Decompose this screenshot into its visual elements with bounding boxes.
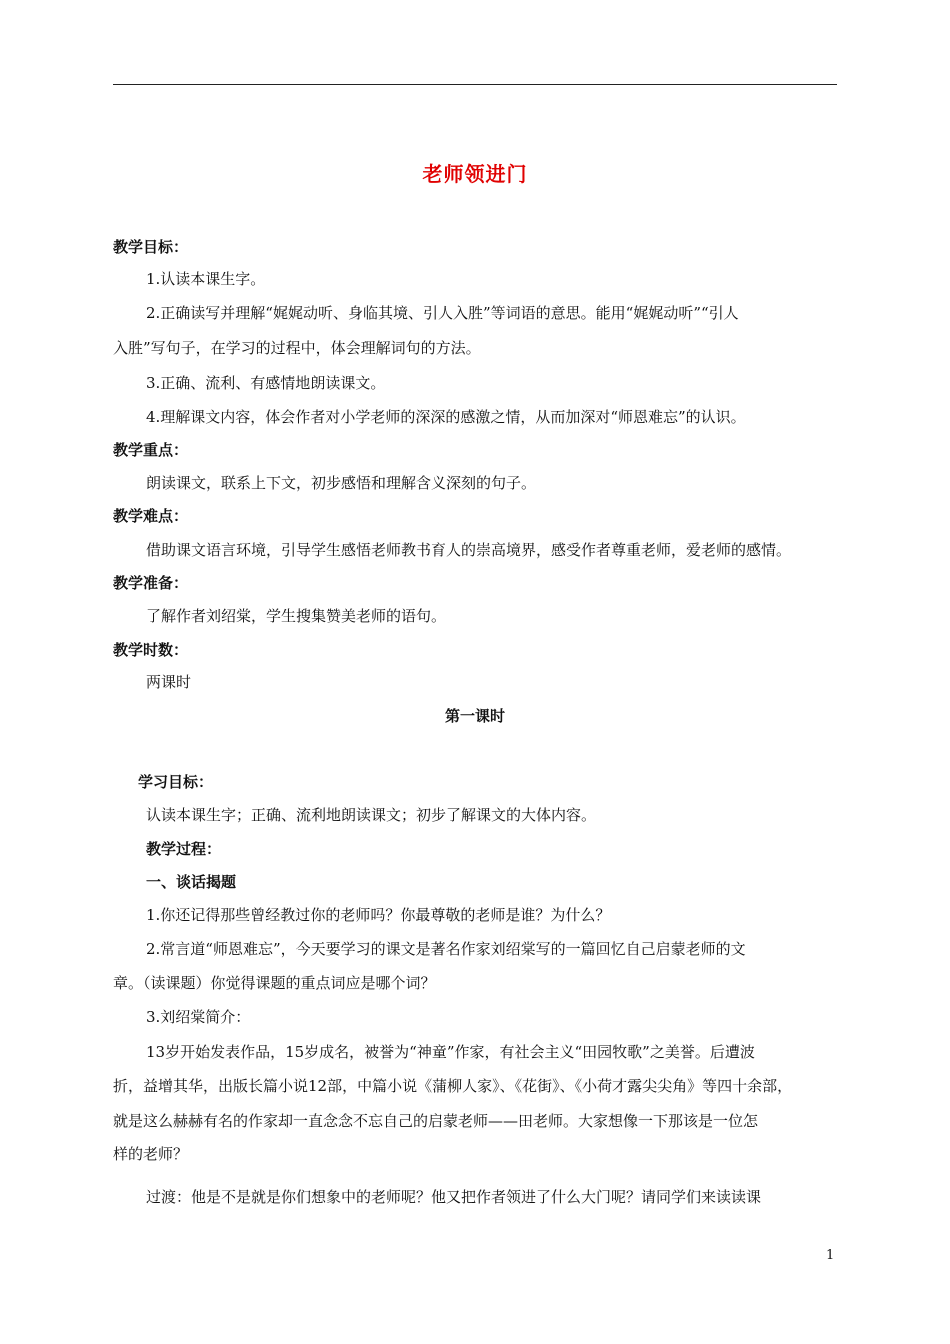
body-line: 13岁开始发表作品，15岁成名，被誉为“神童”作家，有社会主义“田园牧歌”之美誉。后遭波 <box>146 1043 755 1061</box>
goals-heading: 教学目标： <box>113 238 189 256</box>
body-line: 过渡：他是不是就是你们想象中的老师呢？他又把作者领进了什么大门呢？请同学们来读读课 <box>146 1188 762 1206</box>
preparation-heading: 教学准备： <box>113 574 189 592</box>
step-heading: 一、谈话揭题 <box>146 873 237 891</box>
body-line: 折，益增其华，出版长篇小说12部，中篇小说《蒲柳人家》、《花街》、《小荷才露尖尖角》等四十余部， <box>113 1077 793 1095</box>
process-heading: 教学过程： <box>146 840 222 858</box>
goal-item: 4.理解课文内容，体会作者对小学老师的深深的感激之情，从而加深对“师恩难忘”的认识。 <box>146 408 746 426</box>
study-goal-heading: 学习目标： <box>138 773 214 791</box>
key-points-text: 朗读课文，联系上下文，初步感悟和理解含义深刻的句子。 <box>146 474 537 492</box>
body-line: 2.常言道“师恩难忘”，今天要学习的课文是著名作家刘绍棠写的一篇回忆自己启蒙老师的文 <box>146 940 746 958</box>
difficulties-text: 借助课文语言环境，引导学生感悟老师教书育人的崇高境界，感受作者尊重老师，爱老师的感情。 <box>146 541 792 559</box>
page-number: 1 <box>826 1248 835 1263</box>
key-points-heading: 教学重点： <box>113 441 189 459</box>
page-title: 老师领进门 <box>422 162 528 186</box>
lesson-heading: 第一课时 <box>444 707 505 725</box>
body-line: 章。（读课题）你觉得课题的重点词应是哪个词？ <box>113 974 436 992</box>
difficulties-heading: 教学难点： <box>113 507 189 525</box>
study-goal-text: 认读本课生字；正确、流利地朗读课文；初步了解课文的大体内容。 <box>146 806 597 824</box>
goal-item: 2.正确读写并理解“娓娓动听、身临其境、引人入胜”等词语的意思。能用“娓娓动听”“引人 <box>146 304 739 322</box>
hours-text: 两课时 <box>146 673 192 691</box>
header-rule <box>113 84 837 85</box>
hours-heading: 教学时数： <box>113 641 189 659</box>
body-line: 1.你还记得那些曾经教过你的老师吗？你最尊敬的老师是谁？为什么？ <box>146 906 611 924</box>
preparation-text: 了解作者刘绍棠，学生搜集赞美老师的语句。 <box>146 607 447 625</box>
goal-item: 入胜”写句子，在学习的过程中，体会理解词句的方法。 <box>113 339 481 357</box>
goal-item: 1.认读本课生字。 <box>146 270 266 288</box>
body-line: 3.刘绍棠简介： <box>146 1008 251 1026</box>
goal-item: 3.正确、流利、有感情地朗读课文。 <box>146 374 386 392</box>
body-line: 就是这么赫赫有名的作家却一直念念不忘自己的启蒙老师——田老师。大家想像一下那该是一位怎 <box>113 1112 759 1130</box>
body-line: 样的老师？ <box>113 1145 189 1163</box>
